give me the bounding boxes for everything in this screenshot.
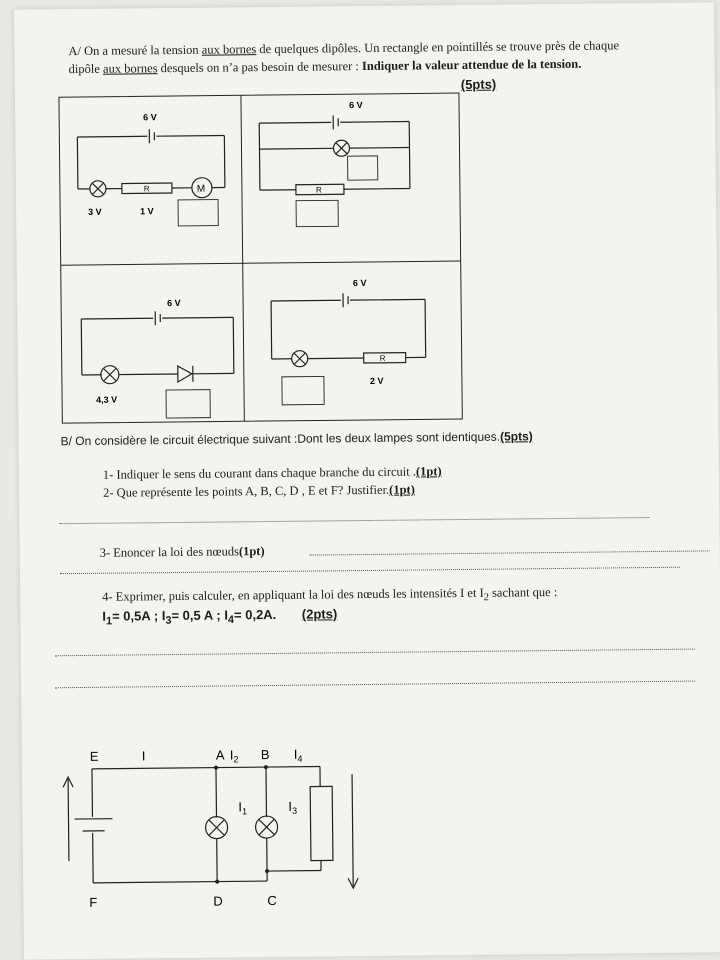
nodes-circuit-diagram <box>52 738 374 921</box>
part-a-line-2 <box>69 56 582 77</box>
circuit-1-resistor-voltage: 1 V <box>140 206 154 217</box>
label-I1-main: I <box>238 799 243 815</box>
label-I1 <box>238 799 247 816</box>
given-i1-value: = 0,5A ; <box>111 608 159 624</box>
label-B: B <box>260 747 270 763</box>
given-i3-value: = 0,5 A ; <box>171 607 221 624</box>
circuit-4-source-label: 6 V <box>352 277 367 289</box>
circuit-4 <box>271 292 426 405</box>
question-1-points: (1pt) <box>415 464 442 479</box>
given-i4-value: = 0,2A. <box>233 606 277 623</box>
question-2 <box>103 481 415 500</box>
label-I1-sub: 1 <box>241 806 248 817</box>
circuit-1-resistor-label: R <box>143 184 150 194</box>
part-a-prefix: A/ On a mesuré la tension <box>68 42 202 59</box>
question-3-text: 3- Enoncer la loi des nœuds <box>99 544 239 560</box>
given-i3-sub: 3 <box>165 614 172 627</box>
answer-line-4 <box>55 681 695 689</box>
label-I4 <box>294 747 303 764</box>
question-1-text: 1- Indiquer le sens du courant dans chaque branche du circuit . <box>102 464 417 482</box>
label-I: I <box>141 748 146 764</box>
circuit-1-lamp-voltage: 3 V <box>88 206 102 217</box>
part-a-line2-mid: desquels on n’a pas besoin de mesurer : <box>157 59 363 76</box>
label-I2-sub: 2 <box>233 754 239 765</box>
given-i3-label: I <box>161 608 166 624</box>
question-3 <box>100 543 265 561</box>
part-a-instruction: Indiquer la valeur attendue de la tension. <box>361 56 582 74</box>
answer-line-3 <box>55 649 695 657</box>
given-i1-label: I <box>102 608 107 624</box>
part-a-line2-start: dipôle <box>68 61 104 77</box>
question-3-points: (1pt) <box>238 544 265 559</box>
question-1 <box>103 463 442 483</box>
part-a-line1-rest: de quelques dipôles. Un rectangle en pointillés se trouve près de chaque <box>256 38 620 57</box>
label-F: F <box>89 894 98 910</box>
part-b-intro-text: B/ On considère le circuit électrique suivant :Dont les deux lampes sont identiques. <box>60 429 501 449</box>
circuits-grid <box>59 93 472 427</box>
question-4-sub: 2 <box>483 592 490 604</box>
circuit-3-source-label: 6 V <box>167 297 181 309</box>
part-a-underline-1: aux bornes <box>201 42 257 57</box>
question-4-end: sachant que : <box>488 585 558 600</box>
part-b-points: (5pts) <box>500 429 533 444</box>
circuit-1-source-label: 6 V <box>143 112 157 123</box>
label-E: E <box>89 748 99 764</box>
question-2-points: (1pt) <box>389 482 415 497</box>
circuit-2-source-label: 6 V <box>348 100 363 111</box>
answer-line-1 <box>59 517 649 524</box>
label-I4-main: I <box>293 746 298 762</box>
given-points: (2pts) <box>301 606 338 622</box>
given-i4-label: I <box>224 607 229 623</box>
label-I3-main: I <box>288 798 293 814</box>
circuit-1-motor-label: M <box>196 183 206 195</box>
part-a-points: (5pts) <box>460 76 497 92</box>
circuit-4-resistor-label: R <box>379 353 386 363</box>
worksheet-page <box>14 2 720 959</box>
given-i4-sub: 4 <box>227 613 235 627</box>
label-I2 <box>230 747 239 764</box>
circuit-3-lamp-voltage: 4,3 V <box>96 394 118 405</box>
part-a-underline-2: aux bornes <box>102 61 158 76</box>
label-I3-sub: 3 <box>291 805 298 816</box>
circuit-2 <box>259 115 410 228</box>
question-4-text: 4- Exprimer, puis calculer, en appliquant la loi des nœuds les intensités I et I <box>102 585 484 604</box>
answer-line-q3 <box>310 550 710 555</box>
part-b-intro <box>60 428 532 449</box>
label-D: D <box>213 893 223 909</box>
label-C: C <box>267 892 277 909</box>
given-i1-sub: 1 <box>105 615 113 628</box>
answer-line-2 <box>60 567 680 574</box>
label-I2-main: I <box>229 747 234 763</box>
label-A: A <box>215 747 225 763</box>
circuit-2-resistor-label: R <box>315 185 322 195</box>
circuit-4-resistor-voltage: 2 V <box>369 375 384 386</box>
label-I3 <box>288 799 297 816</box>
label-I4-sub: 4 <box>297 753 303 764</box>
question-2-text: 2- Que représente les points A, B, C, D , E et F? Justifier. <box>103 482 390 500</box>
given-values <box>102 606 337 629</box>
